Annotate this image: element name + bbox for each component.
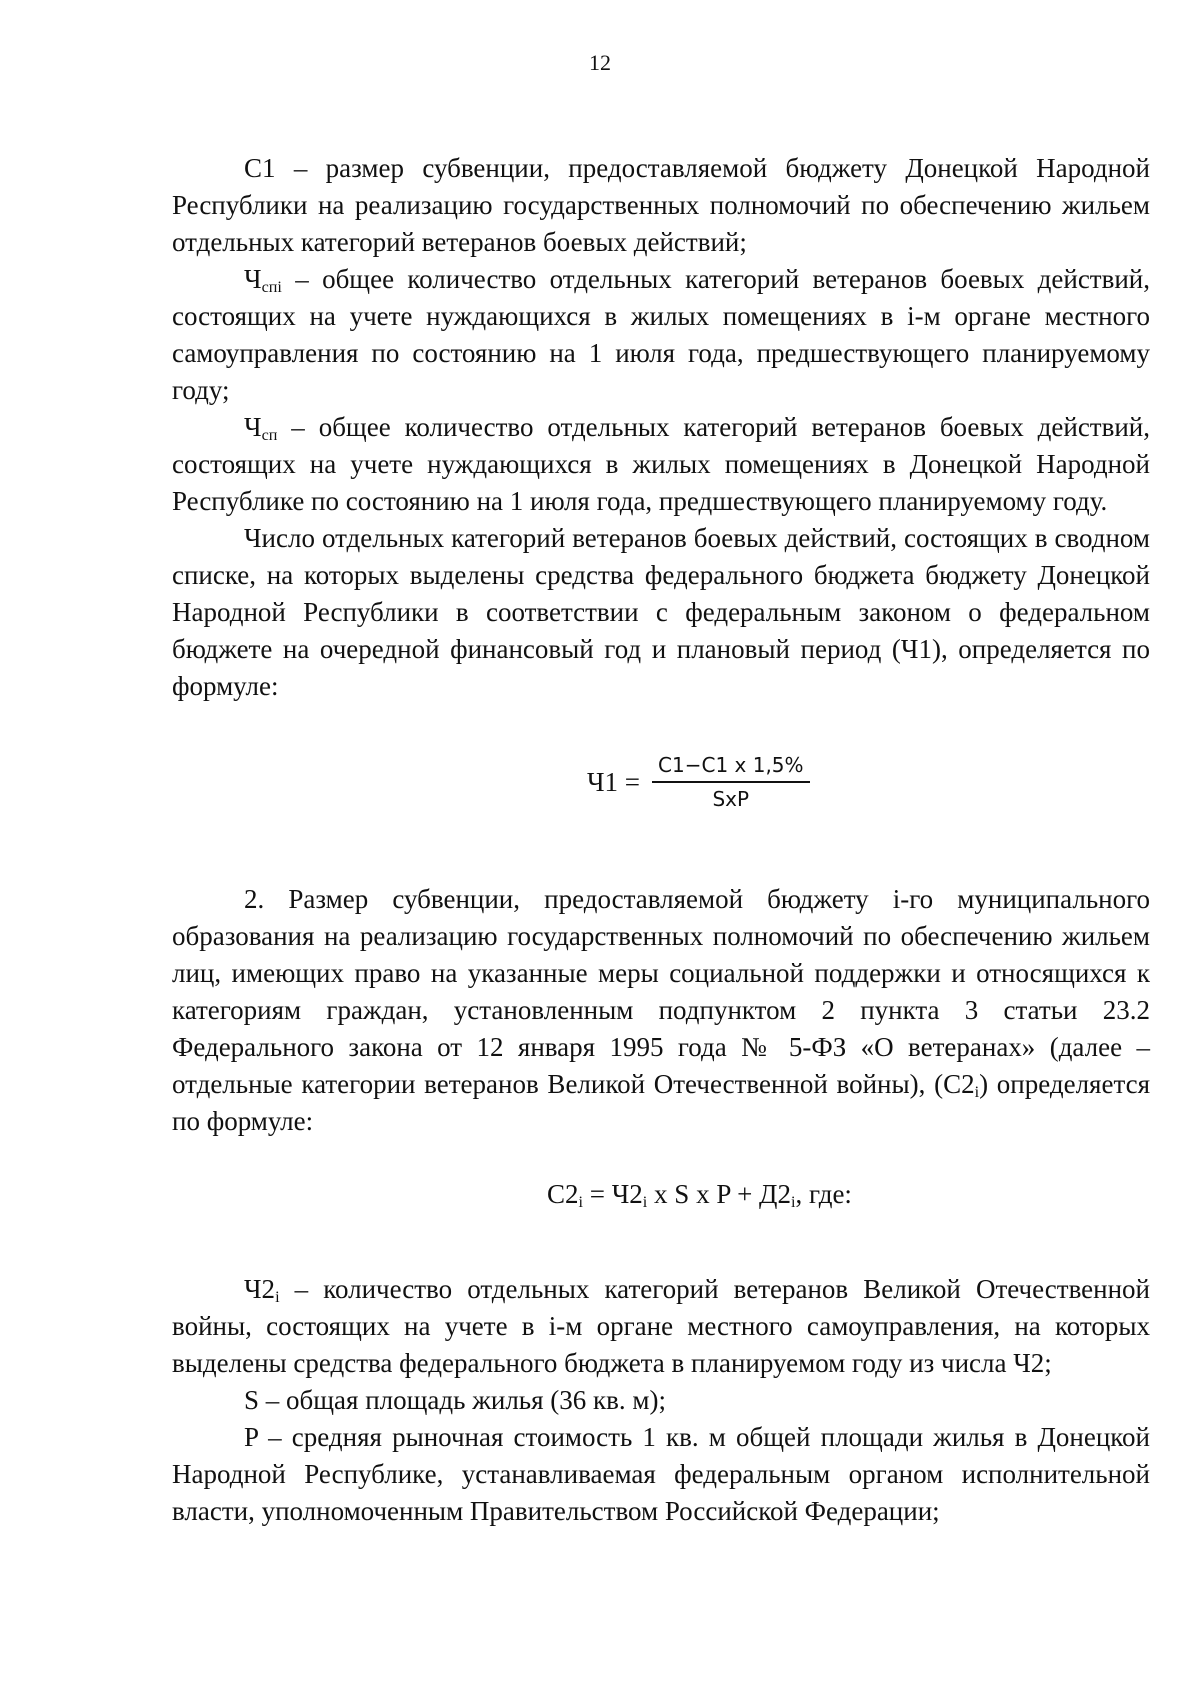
formula-fraction <box>652 751 810 813</box>
document-body <box>172 150 1150 1530</box>
definition-chsp <box>172 409 1150 520</box>
definition-text: – количество отдельных категорий ветеранов Великой Отечественной войны, состоящих на учете в i-м органе местного самоуправления, на которых выделены средства федерального бюджета в планируемом году из числа Ч2; <box>172 1274 1150 1378</box>
definition-text: – средняя рыночная стоимость 1 кв. м общей площади жилья в Донецкой Народной Республике, устанавливаемая федеральным органом исполнительной власти, уполномоченным Правительством Российской Федерации; <box>172 1422 1150 1526</box>
term-subscript: cпi <box>261 278 282 297</box>
formula-part: х S х P + Д2 <box>647 1179 791 1209</box>
definition-ch2i <box>172 1271 1150 1382</box>
formula-subscript: i <box>642 1193 648 1212</box>
subscript: i <box>974 1083 980 1102</box>
formula-part: С2 <box>547 1179 579 1209</box>
term: Ч <box>244 412 262 442</box>
formula-subscript: i <box>578 1193 584 1212</box>
definition-p <box>172 1419 1150 1530</box>
page-number: 12 <box>589 50 611 75</box>
definition-text: – общее количество отдельных категорий ветеранов боевых действий, состоящих на учете нуждающихся в жилых помещениях в i-м органе местного самоуправления по состоянию на 1 июля года, предшествующего планируемому году; <box>172 264 1150 405</box>
paragraph-text: Число отдельных категорий ветеранов боевых действий, состоящих в сводном списке, на которых выделены средства федерального бюджета бюджету Донецкой Народной Республики в соответствии с федеральным законом о федеральном бюджете на очередной финансовый год и плановый период (Ч1), определяется по формуле: <box>172 523 1150 701</box>
term-subscript: cп <box>261 426 278 445</box>
term: P <box>244 1422 259 1452</box>
term: Ч <box>244 264 262 294</box>
definition-s <box>172 1382 1150 1419</box>
definition-chspi <box>172 261 1150 409</box>
definition-text: – общее количество отдельных категорий ветеранов боевых действий, состоящих на учете нуждающихся в жилых помещениях в Донецкой Народной Республике по состоянию на 1 июля года, предшествующего планируемому году. <box>172 412 1150 516</box>
term: Ч2 <box>244 1274 276 1304</box>
paragraph-2 <box>172 881 1150 1140</box>
definition-c1 <box>172 150 1150 261</box>
definition-text: – общая площадь жилья (36 кв. м); <box>259 1385 666 1415</box>
formula-part: , где: <box>795 1179 852 1209</box>
formula-part: = Ч2 <box>583 1179 643 1209</box>
formula-numerator: С1−С1 х 1,5% <box>652 751 810 783</box>
term: С1 <box>244 153 276 183</box>
formula-ch1 <box>587 747 1150 817</box>
paragraph-text: 2. Размер субвенции, предоставляемой бюджету i-го муниципального образования на реализацию государственных полномочий по обеспечению жильем лиц, имеющих право на указанные меры социальной поддержки и относящихся к категориям граждан, установленным подпунктом 2 пункта 3 статьи 23.2 Федерального закона от 12 января 1995 года № 5-ФЗ «О ветеранах» (далее – отдельные категории ветеранов Великой Отечественной войны), (С2 <box>172 884 1150 1099</box>
paragraph-tail: ) определяется по формуле: <box>172 1069 1150 1136</box>
paragraph-ch1-intro <box>172 520 1150 705</box>
formula-subscript: i <box>790 1193 796 1212</box>
formula-c2i <box>172 1176 1150 1213</box>
formula-lhs: Ч1 = <box>587 766 641 797</box>
formula-denominator: SхP <box>712 787 750 811</box>
term-subscript: i <box>275 1288 280 1307</box>
term: S <box>244 1385 260 1415</box>
definition-text: – размер субвенции, предоставляемой бюджету Донецкой Народной Республики на реализацию государственных полномочий по обеспечению жильем отдельных категорий ветеранов боевых действий; <box>172 153 1150 257</box>
